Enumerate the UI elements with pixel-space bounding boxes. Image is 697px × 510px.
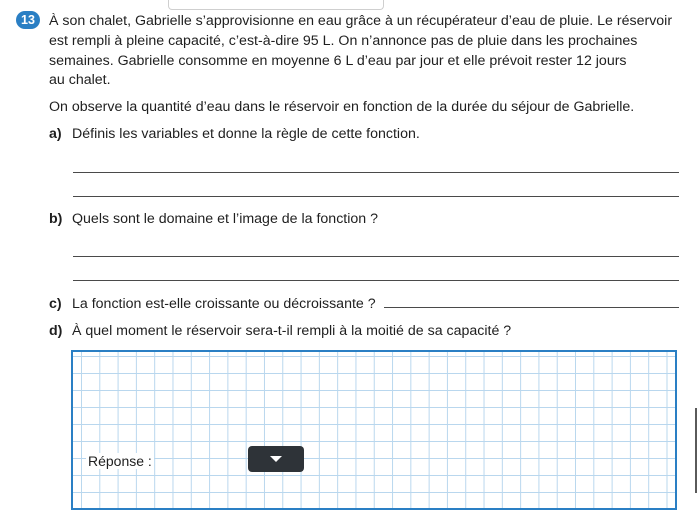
answer-label: Réponse : — [88, 453, 152, 469]
statement-line-4: au chalet. — [49, 72, 111, 88]
answer-line-c[interactable] — [384, 307, 679, 308]
exercise-number-badge: 13 — [16, 11, 40, 29]
dropdown-toggle-button[interactable] — [248, 446, 304, 472]
question-b-text: Quels sont le domaine et l’image de la fonction ? — [72, 211, 379, 227]
statement-line-3: semaines. Gabrielle consomme en moyenne 6 L d’eau par jour et elle prévoit rester 12 jours — [49, 53, 627, 69]
question-b — [49, 211, 378, 228]
question-c — [49, 296, 376, 313]
question-d-text: À quel moment le réservoir sera-t-il rempli à la moitié de sa capacité ? — [72, 323, 512, 339]
answer-line-a1[interactable] — [73, 172, 679, 173]
header-tab-box — [168, 0, 384, 10]
question-d — [49, 323, 511, 340]
answer-line-b1[interactable] — [73, 256, 679, 257]
question-a-text: Définis les variables et donne la règle de cette fonction. — [72, 126, 420, 142]
statement-line-2: est rempli à pleine capacité, c’est-à-dire 95 L. On n’annonce pas de pluie dans les prochaines — [49, 33, 638, 49]
question-c-text: La fonction est-elle croissante ou décroissante ? — [72, 296, 376, 312]
question-a — [49, 126, 420, 143]
statement-line-1: À son chalet, Gabrielle s’approvisionne en eau grâce à un récupérateur d’eau de pluie. Le réservoir — [49, 13, 673, 29]
question-c-label: c) — [49, 296, 62, 312]
question-a-label: a) — [49, 126, 62, 142]
work-grid[interactable] — [71, 350, 677, 510]
question-b-label: b) — [49, 211, 63, 227]
chevron-down-icon — [270, 456, 282, 462]
answer-line-a2[interactable] — [73, 196, 679, 197]
question-d-label: d) — [49, 323, 63, 339]
context-text: On observe la quantité d’eau dans le réservoir en fonction de la durée du séjour de Gabrielle. — [49, 99, 635, 115]
answer-line-b2[interactable] — [73, 280, 679, 281]
